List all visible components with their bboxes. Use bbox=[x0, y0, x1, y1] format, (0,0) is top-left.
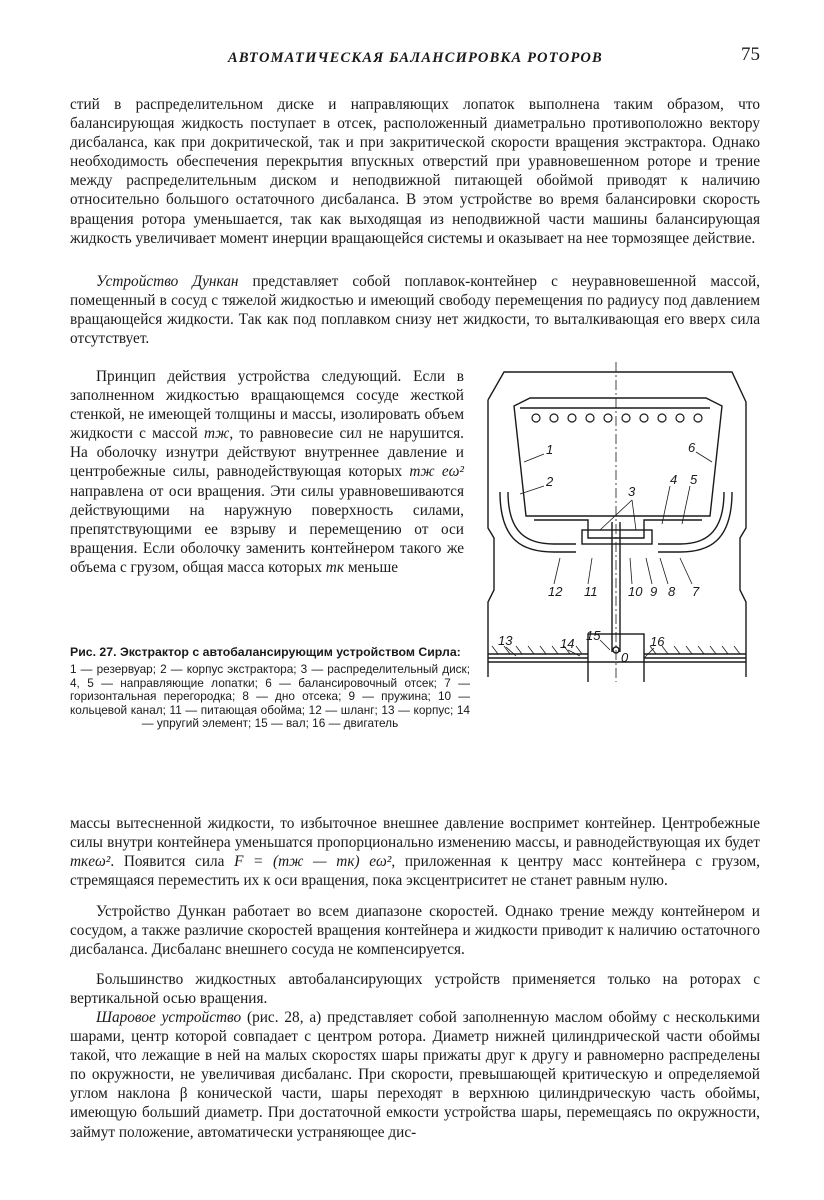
figure-label: 8 bbox=[668, 584, 676, 599]
paragraph-duncan-range: Устройство Дункан работает во всем диапазоне скоростей. Однако трение между контейнером и сосудом, а также различие скоростей вращения контейнера и жидкости приводит к наличию остаточного дисбаланса. Дисбаланс внешнего сосуда не компенсируется. bbox=[70, 903, 760, 959]
figure-label: 1 bbox=[546, 442, 554, 457]
figure-label: 9 bbox=[650, 584, 658, 599]
paragraph-duncan: Устройство Дункан представляет собой поплавок-контейнер с неуравновешенной массой, помещенный в сосуд с тяжелой жидкостью и имеющий свободу перемещения по радиусу под давлением вращающейся жидкости. Так как под поплавком снизу нет жидкости, то выталкивающая его вверх сила отсутствует. bbox=[70, 273, 760, 348]
page-number: 75 bbox=[741, 44, 760, 65]
figure-label: 0 bbox=[621, 650, 629, 665]
figure-label: 3 bbox=[628, 484, 636, 499]
paragraph-continuation: стий в распределительном диске и направляющих лопаток выполнена таким образом, что балансирующая жидкость поступает в отсек, расположенный диаметрально противоположно вектору дисбаланса, как при докритической, так и при закритической скорости вращения экстрактора. Однако необходимость обеспечения перекрытия впускных отверстий при уравновешенном роторе и трение между распределительным диском и неподвижной питающей обоймой приводят к наличию относительно большого остаточного дисбаланса. В этом устройстве во время балансировки скорость вращения ротора уменьшается, так как выходящая из неподвижной части машины балансирующая жидкость увеличивает момент инерции вращающейся системы и оказывает на нее тормозящее действие. bbox=[70, 96, 760, 247]
figure-caption bbox=[70, 646, 470, 730]
figure-label: 15 bbox=[586, 628, 601, 643]
page-header bbox=[70, 44, 760, 72]
figure-label: 5 bbox=[690, 472, 698, 487]
figure-label: 2 bbox=[546, 474, 554, 489]
running-title: АВТОМАТИЧЕСКАЯ БАЛАНСИРОВКА РОТОРОВ bbox=[228, 50, 603, 66]
extractor-diagram bbox=[484, 362, 756, 682]
figure-label: 16 bbox=[650, 634, 665, 649]
figure-label: 7 bbox=[692, 584, 700, 599]
figure-label: 12 bbox=[548, 584, 563, 599]
figure-label: 11 bbox=[584, 584, 598, 599]
paragraph-ball-device: Шаровое устройство (рис. 28, а) представляет собой заполненную маслом обойму с несколькими шарами, центр которой совпадает с центром ротора. Диаметр нижней цилиндрической части обоймы такой, что лежащие в ней на малых скоростях шары прижаты друг к другу и равномерно распределены по окружности, не увеличивая дисбаланс. При скорости, превышающей критическую и определяемой углом наклона β конической части, шары переходят в верхнюю цилиндрическую часть обоймы, имеющую больший диаметр. При достаточной емкости устройства шары, перемещаясь по окружности, займут положение, автоматически устраняющее дис- bbox=[70, 1009, 760, 1141]
term-ball-device: Шаровое устройство bbox=[96, 1009, 242, 1026]
figure-label: 4 bbox=[670, 472, 678, 487]
figure-label: 14 bbox=[560, 636, 575, 651]
figure-label: 6 bbox=[688, 440, 696, 455]
figure-27-extractor bbox=[484, 362, 756, 682]
figure-label: 13 bbox=[498, 633, 513, 648]
paragraph-force: массы вытесненной жидкости, то избыточное внешнее давление воспримет контейнер. Центробежные силы внутри контейнера уменьшатся пропорционально изменению массы, и равнодействующая их будет mкeω². Появится сила F = (mж — mк) eω², приложенная к центру масс контейнера с грузом, стремящаяся переместить их к оси вращения, пока эксцентриситет не станет равным нулю. bbox=[70, 815, 760, 890]
paragraph-vertical-axis: Большинство жидкостных автобалансирующих устройств применяется только на роторах с вертикальной осью вращения. bbox=[70, 971, 760, 1008]
caption-title: Рис. 27. Экстрактор с автобалансирующим устройством Сирла: bbox=[70, 645, 461, 659]
term-duncan: Устройство Дункан bbox=[96, 273, 239, 290]
paragraph-principle: Принцип действия устройства следующий. Если в заполненном жидкостью вращающемся сосуде жесткой стенкой, не имеющей толщины и массы, изолировать объем жидкости с массой mж, то равновесие сил не нарушится. На оболочку изнутри действуют внутреннее давление и центробежные силы, равнодействующая которых mж eω² направлена от оси вращения. Эти силы уравновешиваются действующими на наружную поверхность силами, препятствующими ее взрыву и перемещению от оси вращения. Если оболочку заменить контейнером такого же объема с грузом, общая масса которых mк меньше bbox=[70, 368, 464, 576]
caption-legend: 1 — резервуар; 2 — корпус экстрактора; 3 — распределительный диск; 4, 5 — направляющие лопатки; 6 — балансировочный отсек; 7 — горизонтальная перегородка; 8 — дно отсека; 9 — пружина; 10 — кольцевой канал; 11 — питающая обойма; 12 — шланг; 13 — корпус; 14 — упругий элемент; 15 — вал; 16 — двигатель bbox=[70, 662, 470, 731]
figure-label: 10 bbox=[628, 584, 643, 599]
